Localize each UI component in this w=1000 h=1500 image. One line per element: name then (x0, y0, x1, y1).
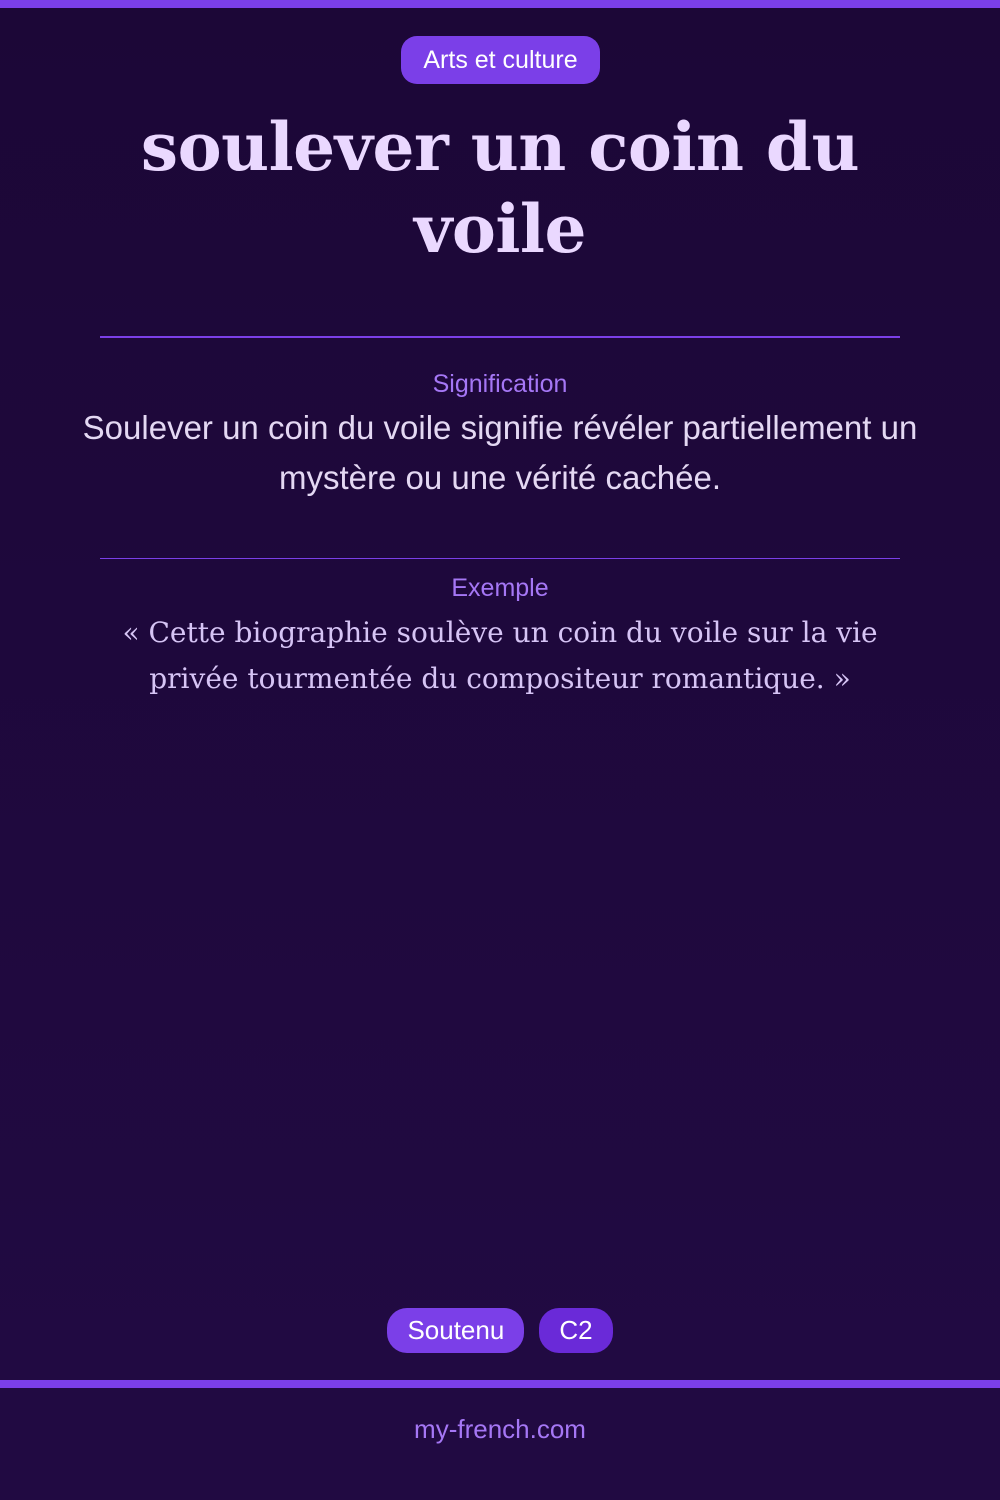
example-label: Exemple (451, 574, 549, 602)
expression-card (0, 8, 1000, 1380)
top-accent-bar (0, 0, 1000, 8)
divider (100, 558, 900, 559)
example-text: « Cette biographie soulève un coin du voile sur la vie privée tourmentée du compositeur romantique. » (122, 616, 878, 695)
category-badge: Arts et culture (401, 36, 600, 84)
level-tag: C2 (539, 1308, 612, 1353)
expression-title: soulever un coin du voile (140, 108, 860, 268)
meaning-label: Signification (432, 370, 568, 398)
tag-list (0, 1308, 1000, 1353)
footer (0, 1388, 1000, 1500)
bottom-accent-bar (0, 1380, 1000, 1388)
site-name: my-french.com (414, 1414, 586, 1444)
register-tag: Soutenu (387, 1308, 524, 1353)
divider (100, 336, 900, 338)
meaning-text: Soulever un coin du voile signifie révéler partiellement un mystère ou une vérité cachée. (82, 409, 918, 496)
